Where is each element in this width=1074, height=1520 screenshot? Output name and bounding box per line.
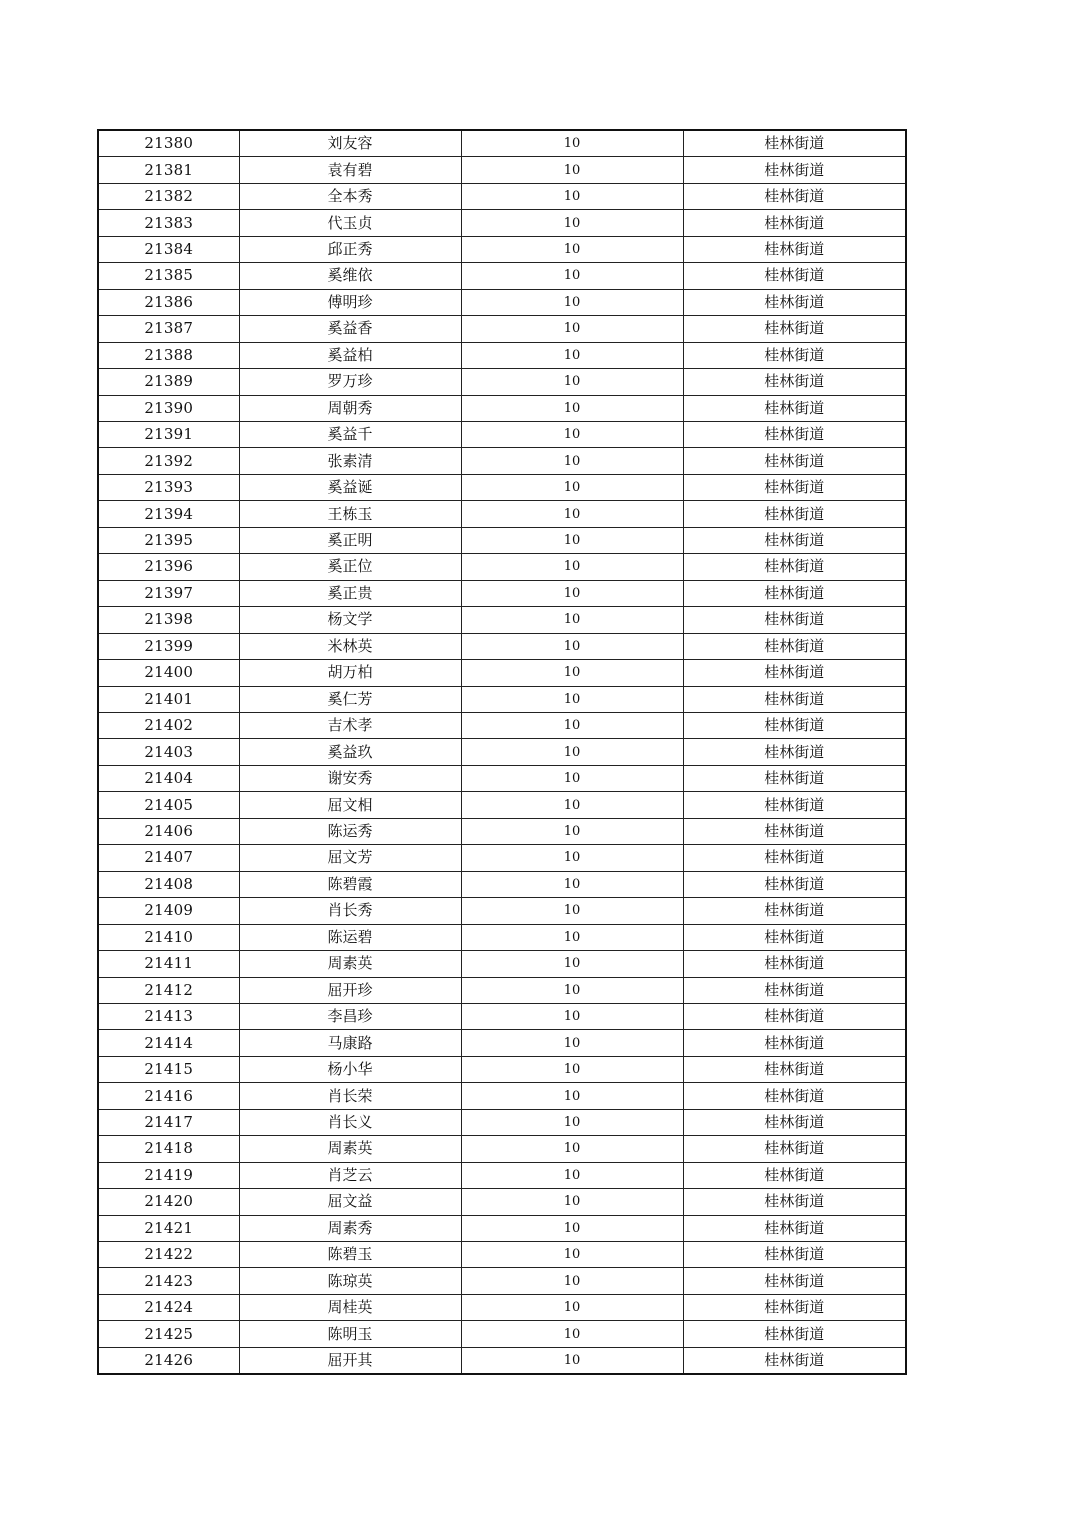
cell-name: 罗万珍 (239, 369, 461, 395)
table-row (98, 607, 906, 633)
table-row (98, 1056, 906, 1082)
cell-amount: 10 (461, 342, 683, 368)
cell-area: 桂林街道 (683, 1136, 906, 1162)
cell-id: 21399 (98, 633, 239, 659)
table-row (98, 130, 906, 157)
table-row (98, 951, 906, 977)
table-row (98, 871, 906, 897)
cell-name: 奚益玖 (239, 739, 461, 765)
cell-id: 21398 (98, 607, 239, 633)
cell-id: 21423 (98, 1268, 239, 1294)
cell-id: 21393 (98, 474, 239, 500)
cell-id: 21394 (98, 501, 239, 527)
table-row (98, 765, 906, 791)
table-row (98, 1347, 906, 1374)
cell-name: 陈明玉 (239, 1321, 461, 1347)
cell-id: 21402 (98, 712, 239, 738)
cell-name: 周素英 (239, 1136, 461, 1162)
table-row (98, 580, 906, 606)
cell-id: 21400 (98, 660, 239, 686)
cell-id: 21384 (98, 236, 239, 262)
cell-id: 21380 (98, 130, 239, 157)
cell-area: 桂林街道 (683, 1294, 906, 1320)
cell-amount: 10 (461, 1321, 683, 1347)
cell-amount: 10 (461, 1215, 683, 1241)
cell-amount: 10 (461, 236, 683, 262)
cell-amount: 10 (461, 395, 683, 421)
cell-area: 桂林街道 (683, 210, 906, 236)
cell-name: 屈文益 (239, 1189, 461, 1215)
cell-id: 21405 (98, 792, 239, 818)
cell-name: 奚益诞 (239, 474, 461, 500)
cell-area: 桂林街道 (683, 263, 906, 289)
cell-area: 桂林街道 (683, 183, 906, 209)
table-row (98, 792, 906, 818)
cell-name: 李昌珍 (239, 1003, 461, 1029)
cell-id: 21396 (98, 554, 239, 580)
cell-amount: 10 (461, 1056, 683, 1082)
cell-name: 张素清 (239, 448, 461, 474)
cell-amount: 10 (461, 1242, 683, 1268)
cell-id: 21381 (98, 157, 239, 183)
cell-area: 桂林街道 (683, 448, 906, 474)
cell-name: 肖长义 (239, 1109, 461, 1135)
cell-name: 屈开其 (239, 1347, 461, 1374)
cell-id: 21387 (98, 316, 239, 342)
cell-amount: 10 (461, 871, 683, 897)
cell-amount: 10 (461, 316, 683, 342)
cell-area: 桂林街道 (683, 527, 906, 553)
cell-id: 21411 (98, 951, 239, 977)
cell-area: 桂林街道 (683, 157, 906, 183)
cell-amount: 10 (461, 1109, 683, 1135)
cell-id: 21425 (98, 1321, 239, 1347)
cell-amount: 10 (461, 580, 683, 606)
cell-name: 奚正位 (239, 554, 461, 580)
cell-name: 肖长秀 (239, 898, 461, 924)
table-row (98, 686, 906, 712)
cell-area: 桂林街道 (683, 580, 906, 606)
table-row (98, 1109, 906, 1135)
cell-name: 陈琼英 (239, 1268, 461, 1294)
cell-area: 桂林街道 (683, 1056, 906, 1082)
table-row (98, 845, 906, 871)
cell-area: 桂林街道 (683, 369, 906, 395)
cell-area: 桂林街道 (683, 633, 906, 659)
cell-name: 全本秀 (239, 183, 461, 209)
cell-name: 陈运碧 (239, 924, 461, 950)
table-row (98, 660, 906, 686)
cell-amount: 10 (461, 1083, 683, 1109)
cell-area: 桂林街道 (683, 474, 906, 500)
cell-name: 刘友容 (239, 130, 461, 157)
cell-name: 周朝秀 (239, 395, 461, 421)
cell-name: 奚正明 (239, 527, 461, 553)
cell-id: 21424 (98, 1294, 239, 1320)
cell-id: 21426 (98, 1347, 239, 1374)
cell-id: 21388 (98, 342, 239, 368)
cell-amount: 10 (461, 501, 683, 527)
table-row (98, 1162, 906, 1188)
cell-id: 21419 (98, 1162, 239, 1188)
cell-id: 21382 (98, 183, 239, 209)
cell-area: 桂林街道 (683, 395, 906, 421)
table-row (98, 342, 906, 368)
cell-amount: 10 (461, 845, 683, 871)
cell-name: 奚益香 (239, 316, 461, 342)
cell-area: 桂林街道 (683, 845, 906, 871)
roster-table-body (98, 130, 906, 1374)
cell-area: 桂林街道 (683, 316, 906, 342)
table-row (98, 183, 906, 209)
cell-area: 桂林街道 (683, 765, 906, 791)
table-row (98, 633, 906, 659)
cell-amount: 10 (461, 607, 683, 633)
cell-area: 桂林街道 (683, 898, 906, 924)
cell-amount: 10 (461, 263, 683, 289)
cell-amount: 10 (461, 421, 683, 447)
cell-id: 21401 (98, 686, 239, 712)
table-row (98, 421, 906, 447)
cell-area: 桂林街道 (683, 739, 906, 765)
cell-area: 桂林街道 (683, 236, 906, 262)
cell-amount: 10 (461, 898, 683, 924)
cell-area: 桂林街道 (683, 289, 906, 315)
cell-id: 21421 (98, 1215, 239, 1241)
cell-id: 21416 (98, 1083, 239, 1109)
cell-id: 21389 (98, 369, 239, 395)
cell-name: 陈碧霞 (239, 871, 461, 897)
cell-name: 吉术孝 (239, 712, 461, 738)
cell-amount: 10 (461, 1003, 683, 1029)
cell-area: 桂林街道 (683, 1268, 906, 1294)
cell-id: 21403 (98, 739, 239, 765)
cell-amount: 10 (461, 1347, 683, 1374)
cell-id: 21413 (98, 1003, 239, 1029)
cell-id: 21418 (98, 1136, 239, 1162)
cell-amount: 10 (461, 792, 683, 818)
cell-id: 21406 (98, 818, 239, 844)
cell-name: 奚益千 (239, 421, 461, 447)
cell-id: 21412 (98, 977, 239, 1003)
cell-amount: 10 (461, 183, 683, 209)
table-row (98, 369, 906, 395)
cell-name: 周素英 (239, 951, 461, 977)
cell-area: 桂林街道 (683, 686, 906, 712)
cell-area: 桂林街道 (683, 1189, 906, 1215)
cell-name: 肖长荣 (239, 1083, 461, 1109)
cell-amount: 10 (461, 369, 683, 395)
table-row (98, 289, 906, 315)
cell-id: 21414 (98, 1030, 239, 1056)
cell-amount: 10 (461, 977, 683, 1003)
cell-id: 21395 (98, 527, 239, 553)
cell-area: 桂林街道 (683, 421, 906, 447)
cell-area: 桂林街道 (683, 977, 906, 1003)
cell-name: 杨小华 (239, 1056, 461, 1082)
table-row (98, 1083, 906, 1109)
table-row (98, 395, 906, 421)
cell-name: 屈文芳 (239, 845, 461, 871)
cell-name: 周素秀 (239, 1215, 461, 1241)
table-row (98, 898, 906, 924)
cell-amount: 10 (461, 157, 683, 183)
cell-name: 王栋玉 (239, 501, 461, 527)
cell-id: 21407 (98, 845, 239, 871)
cell-area: 桂林街道 (683, 871, 906, 897)
cell-amount: 10 (461, 660, 683, 686)
cell-name: 胡万柏 (239, 660, 461, 686)
cell-id: 21385 (98, 263, 239, 289)
cell-amount: 10 (461, 554, 683, 580)
cell-name: 肖芝云 (239, 1162, 461, 1188)
roster-sheet (97, 129, 905, 1375)
cell-amount: 10 (461, 686, 683, 712)
cell-id: 21392 (98, 448, 239, 474)
table-row (98, 1242, 906, 1268)
cell-amount: 10 (461, 765, 683, 791)
cell-area: 桂林街道 (683, 1347, 906, 1374)
table-row (98, 1321, 906, 1347)
cell-area: 桂林街道 (683, 1083, 906, 1109)
cell-amount: 10 (461, 924, 683, 950)
cell-area: 桂林街道 (683, 607, 906, 633)
table-row (98, 739, 906, 765)
cell-area: 桂林街道 (683, 1003, 906, 1029)
cell-name: 米林英 (239, 633, 461, 659)
table-row (98, 1215, 906, 1241)
cell-id: 21397 (98, 580, 239, 606)
cell-amount: 10 (461, 739, 683, 765)
cell-name: 陈碧玉 (239, 1242, 461, 1268)
cell-name: 奚仁芳 (239, 686, 461, 712)
table-row (98, 1294, 906, 1320)
cell-area: 桂林街道 (683, 501, 906, 527)
cell-area: 桂林街道 (683, 712, 906, 738)
table-row (98, 1268, 906, 1294)
cell-name: 马康路 (239, 1030, 461, 1056)
cell-area: 桂林街道 (683, 1242, 906, 1268)
cell-id: 21422 (98, 1242, 239, 1268)
cell-area: 桂林街道 (683, 818, 906, 844)
cell-area: 桂林街道 (683, 1030, 906, 1056)
table-row (98, 316, 906, 342)
cell-id: 21409 (98, 898, 239, 924)
cell-amount: 10 (461, 474, 683, 500)
cell-amount: 10 (461, 1189, 683, 1215)
cell-name: 周桂英 (239, 1294, 461, 1320)
cell-area: 桂林街道 (683, 554, 906, 580)
cell-name: 奚正贵 (239, 580, 461, 606)
cell-amount: 10 (461, 448, 683, 474)
table-row (98, 448, 906, 474)
cell-area: 桂林街道 (683, 1215, 906, 1241)
cell-id: 21391 (98, 421, 239, 447)
table-row (98, 554, 906, 580)
cell-amount: 10 (461, 818, 683, 844)
cell-id: 21386 (98, 289, 239, 315)
cell-area: 桂林街道 (683, 1162, 906, 1188)
cell-name: 袁有碧 (239, 157, 461, 183)
table-row (98, 712, 906, 738)
cell-name: 奚益柏 (239, 342, 461, 368)
table-row (98, 818, 906, 844)
cell-amount: 10 (461, 712, 683, 738)
cell-id: 21390 (98, 395, 239, 421)
cell-amount: 10 (461, 210, 683, 236)
cell-id: 21415 (98, 1056, 239, 1082)
cell-id: 21417 (98, 1109, 239, 1135)
table-row (98, 1003, 906, 1029)
roster-table (97, 129, 907, 1375)
cell-area: 桂林街道 (683, 924, 906, 950)
cell-amount: 10 (461, 951, 683, 977)
cell-name: 陈运秀 (239, 818, 461, 844)
cell-name: 傅明珍 (239, 289, 461, 315)
table-row (98, 977, 906, 1003)
cell-id: 21404 (98, 765, 239, 791)
cell-area: 桂林街道 (683, 342, 906, 368)
cell-amount: 10 (461, 1030, 683, 1056)
table-row (98, 1136, 906, 1162)
table-row (98, 236, 906, 262)
cell-amount: 10 (461, 1294, 683, 1320)
cell-amount: 10 (461, 633, 683, 659)
cell-name: 杨文学 (239, 607, 461, 633)
table-row (98, 924, 906, 950)
cell-id: 21408 (98, 871, 239, 897)
cell-id: 21383 (98, 210, 239, 236)
cell-area: 桂林街道 (683, 130, 906, 157)
cell-name: 屈文相 (239, 792, 461, 818)
table-row (98, 263, 906, 289)
table-row (98, 501, 906, 527)
table-row (98, 210, 906, 236)
table-row (98, 1189, 906, 1215)
table-row (98, 527, 906, 553)
cell-area: 桂林街道 (683, 660, 906, 686)
cell-area: 桂林街道 (683, 1321, 906, 1347)
cell-name: 邱正秀 (239, 236, 461, 262)
table-row (98, 1030, 906, 1056)
cell-amount: 10 (461, 1136, 683, 1162)
table-row (98, 474, 906, 500)
cell-name: 代玉贞 (239, 210, 461, 236)
cell-area: 桂林街道 (683, 792, 906, 818)
cell-amount: 10 (461, 527, 683, 553)
cell-name: 奚维依 (239, 263, 461, 289)
cell-amount: 10 (461, 1162, 683, 1188)
cell-amount: 10 (461, 1268, 683, 1294)
cell-name: 屈开珍 (239, 977, 461, 1003)
table-row (98, 157, 906, 183)
cell-name: 谢安秀 (239, 765, 461, 791)
cell-amount: 10 (461, 130, 683, 157)
cell-id: 21420 (98, 1189, 239, 1215)
cell-area: 桂林街道 (683, 951, 906, 977)
cell-id: 21410 (98, 924, 239, 950)
cell-amount: 10 (461, 289, 683, 315)
cell-area: 桂林街道 (683, 1109, 906, 1135)
